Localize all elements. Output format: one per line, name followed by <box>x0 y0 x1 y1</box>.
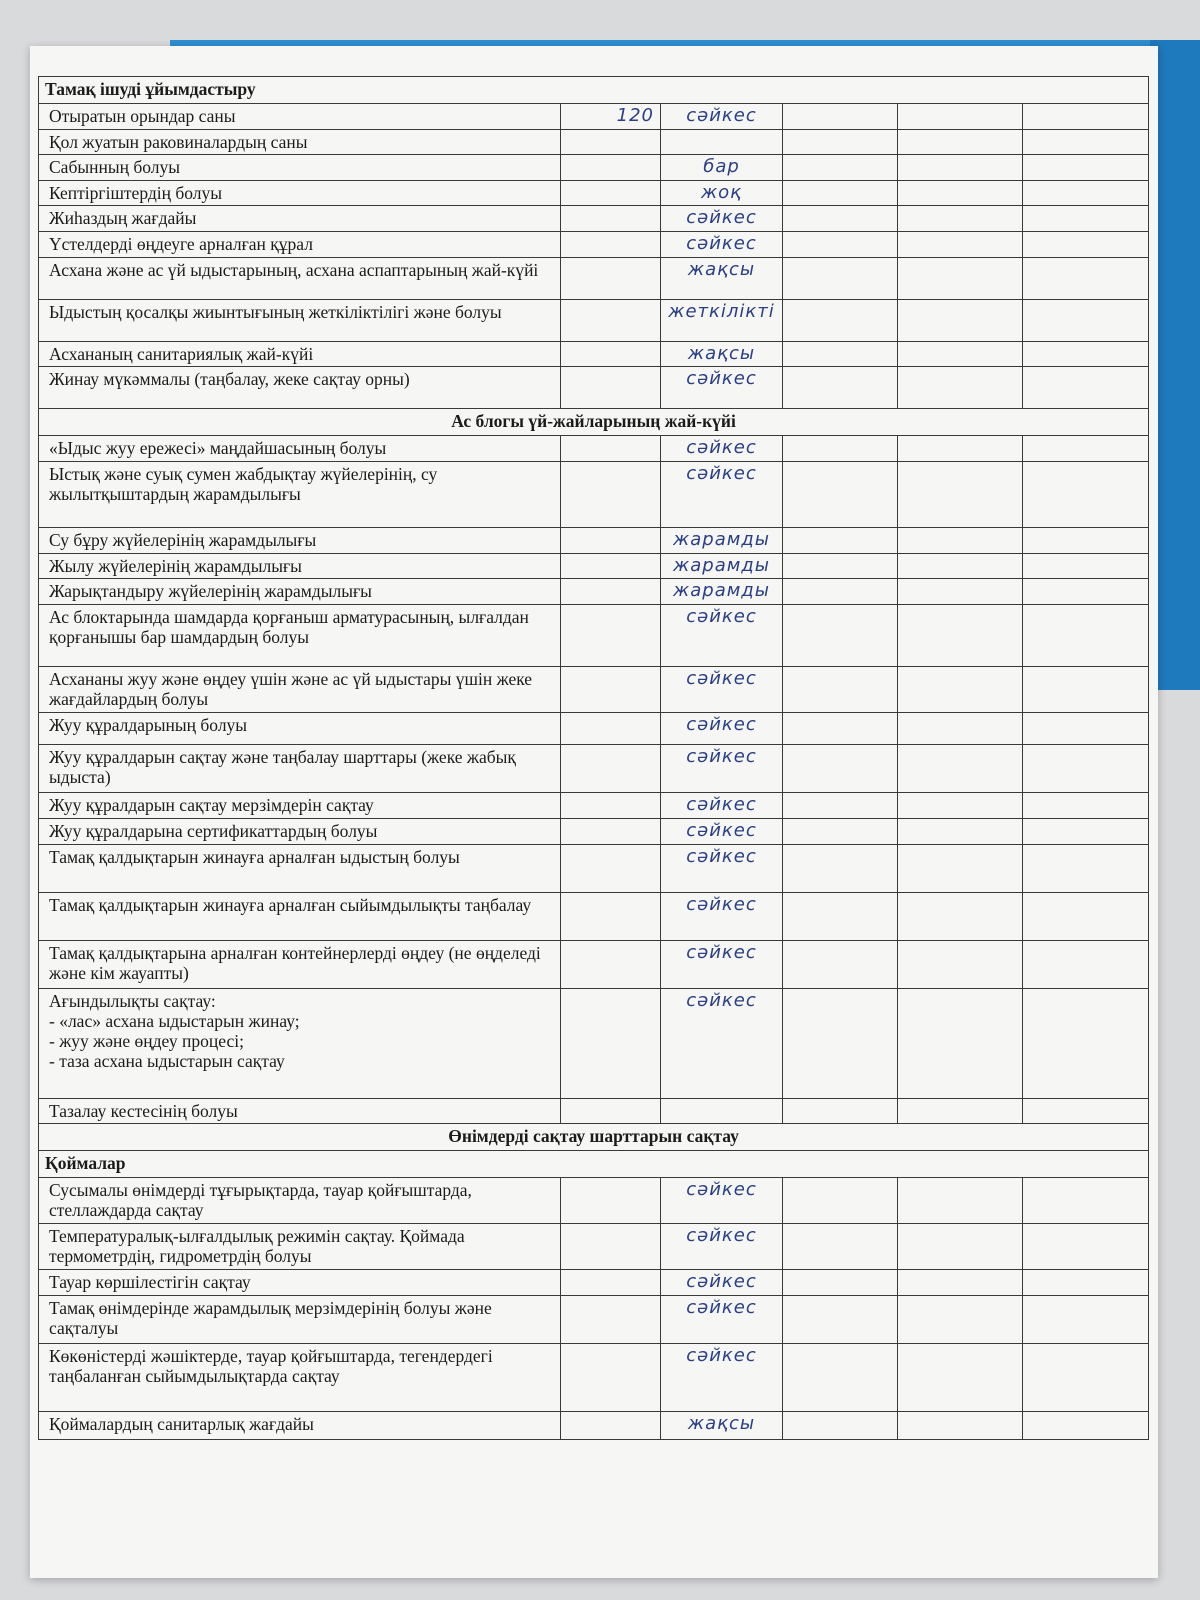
criterion-text: Жарықтандыру жүйелерінің жарамдылығы <box>39 579 561 605</box>
criterion-text: Жуу құралдарын сақтау мерзімдерін сақтау <box>39 793 561 819</box>
table-row <box>39 1295 1149 1343</box>
criterion-text: Отыратын орындар саны <box>39 104 561 130</box>
handwritten-answer: жарамды <box>661 553 783 579</box>
criterion-text: Ыдыстың қосалқы жиынтығының жеткіліктілігі және болуы <box>39 299 561 341</box>
count-cell <box>561 231 661 257</box>
handwritten-answer: сәйкес <box>661 844 783 892</box>
criterion-text: Тауар көршілестігін сақтау <box>39 1269 561 1295</box>
table-row <box>39 257 1149 299</box>
handwritten-answer: жақсы <box>661 257 783 299</box>
count-cell <box>561 988 661 1098</box>
empty-cell <box>1023 180 1149 206</box>
section-title: Тамақ ішуді ұйымдастыру <box>39 77 1149 104</box>
handwritten-answer: сәйкес <box>661 1269 783 1295</box>
table-row <box>39 1411 1149 1439</box>
empty-cell <box>1023 1411 1149 1439</box>
criterion-text: Сусымалы өнімдерді тұғырықтарда, тауар қойғыштарда, стеллаждарда сақтау <box>39 1177 561 1223</box>
section-row <box>39 1123 1149 1150</box>
empty-cell <box>783 1098 898 1123</box>
empty-cell <box>783 1177 898 1223</box>
handwritten-answer: бар <box>661 154 783 180</box>
criterion-text: Жуу құралдарына сертификаттардың болуы <box>39 819 561 845</box>
handwritten-answer: сәйкес <box>661 461 783 527</box>
criterion-text: Жуу құралдарын сақтау және таңбалау шарттары (жеке жабық ыдыста) <box>39 745 561 793</box>
table-row <box>39 206 1149 232</box>
criterion-text: Үстелдерді өңдеуге арналған құрал <box>39 231 561 257</box>
empty-cell <box>898 154 1023 180</box>
handwritten-answer: сәйкес <box>661 104 783 130</box>
count-cell <box>561 367 661 409</box>
empty-cell <box>1023 605 1149 667</box>
count-cell <box>561 793 661 819</box>
empty-cell <box>1023 231 1149 257</box>
handwritten-answer: жарамды <box>661 527 783 553</box>
empty-cell <box>898 299 1023 341</box>
empty-cell <box>783 553 898 579</box>
empty-cell <box>898 1295 1023 1343</box>
empty-cell <box>898 206 1023 232</box>
table-row <box>39 844 1149 892</box>
count-cell <box>561 257 661 299</box>
empty-cell <box>783 819 898 845</box>
handwritten-answer: сәйкес <box>661 745 783 793</box>
handwritten-answer: жарамды <box>661 579 783 605</box>
table-row <box>39 104 1149 130</box>
table-row <box>39 940 1149 988</box>
empty-cell <box>783 461 898 527</box>
empty-cell <box>898 553 1023 579</box>
section-row <box>39 1150 1149 1177</box>
empty-cell <box>783 206 898 232</box>
empty-cell <box>783 988 898 1098</box>
handwritten-answer: сәйкес <box>661 1223 783 1269</box>
empty-cell <box>1023 299 1149 341</box>
inspection-table <box>38 76 1149 1440</box>
table-row <box>39 1269 1149 1295</box>
empty-cell <box>783 1269 898 1295</box>
empty-cell <box>898 180 1023 206</box>
empty-cell <box>1023 988 1149 1098</box>
table-row <box>39 988 1149 1098</box>
empty-cell <box>898 129 1023 154</box>
count-cell <box>561 154 661 180</box>
empty-cell <box>898 231 1023 257</box>
count-cell <box>561 553 661 579</box>
empty-cell <box>1023 129 1149 154</box>
empty-cell <box>783 180 898 206</box>
empty-cell <box>1023 793 1149 819</box>
empty-cell <box>783 129 898 154</box>
empty-cell <box>898 257 1023 299</box>
count-cell <box>561 844 661 892</box>
table-row <box>39 341 1149 367</box>
count-cell <box>561 667 661 713</box>
handwritten-answer: жеткілікті <box>661 299 783 341</box>
handwritten-answer: сәйкес <box>661 605 783 667</box>
empty-cell <box>1023 154 1149 180</box>
empty-cell <box>783 104 898 130</box>
empty-cell <box>1023 436 1149 462</box>
handwritten-answer: жақсы <box>661 1411 783 1439</box>
count-cell <box>561 745 661 793</box>
section-row <box>39 77 1149 104</box>
empty-cell <box>783 1411 898 1439</box>
empty-cell <box>1023 206 1149 232</box>
table-row <box>39 605 1149 667</box>
table-row <box>39 819 1149 845</box>
empty-cell <box>898 713 1023 745</box>
section-title: Ас блогы үй-жайларының жай-күйі <box>39 409 1149 436</box>
table-row <box>39 436 1149 462</box>
criterion-text: Тазалау кестесінің болуы <box>39 1098 561 1123</box>
empty-cell <box>898 988 1023 1098</box>
count-cell <box>561 527 661 553</box>
table-row <box>39 579 1149 605</box>
criterion-text: Тамақ өнімдерінде жарамдылық мерзімдерінің болуы және сақталуы <box>39 1295 561 1343</box>
criterion-text: Асхананы жуу және өңдеу үшін және ас үй ыдыстары үшін жеке жағдайлардың болуы <box>39 667 561 713</box>
empty-cell <box>1023 367 1149 409</box>
empty-cell <box>783 1295 898 1343</box>
handwritten-answer: сәйкес <box>661 940 783 988</box>
empty-cell <box>898 367 1023 409</box>
handwritten-answer: сәйкес <box>661 892 783 940</box>
empty-cell <box>1023 553 1149 579</box>
empty-cell <box>783 527 898 553</box>
handwritten-answer: жоқ <box>661 180 783 206</box>
empty-cell <box>783 605 898 667</box>
table-row <box>39 667 1149 713</box>
count-cell <box>561 341 661 367</box>
criterion-text: Қоймалардың санитарлық жағдайы <box>39 1411 561 1439</box>
table-row <box>39 129 1149 154</box>
empty-cell <box>898 1177 1023 1223</box>
count-cell: 120 <box>561 104 661 130</box>
handwritten-answer: сәйкес <box>661 206 783 232</box>
empty-cell <box>1023 104 1149 130</box>
handwritten-answer: сәйкес <box>661 1295 783 1343</box>
section-row <box>39 409 1149 436</box>
table-row <box>39 553 1149 579</box>
empty-cell <box>1023 1295 1149 1343</box>
criterion-text: Ас блоктарында шамдарда қорғаныш арматурасының, ылғалдан қорғанышы бар шамдардың болуы <box>39 605 561 667</box>
handwritten-answer: жақсы <box>661 341 783 367</box>
empty-cell <box>1023 844 1149 892</box>
empty-cell <box>1023 527 1149 553</box>
handwritten-answer: сәйкес <box>661 819 783 845</box>
empty-cell <box>898 844 1023 892</box>
empty-cell <box>783 257 898 299</box>
empty-cell <box>783 579 898 605</box>
criterion-text: Асхана және ас үй ыдыстарының, асхана аспаптарының жай-күйі <box>39 257 561 299</box>
empty-cell <box>898 819 1023 845</box>
table-row <box>39 461 1149 527</box>
count-cell <box>561 1177 661 1223</box>
table-row <box>39 892 1149 940</box>
count-cell <box>561 1343 661 1411</box>
criterion-text: Жуу құралдарының болуы <box>39 713 561 745</box>
table-row <box>39 713 1149 745</box>
handwritten-answer: сәйкес <box>661 793 783 819</box>
handwritten-answer: сәйкес <box>661 367 783 409</box>
count-cell <box>561 940 661 988</box>
handwritten-answer: сәйкес <box>661 436 783 462</box>
count-cell <box>561 579 661 605</box>
criterion-text: Жылу жүйелерінің жарамдылығы <box>39 553 561 579</box>
empty-cell <box>783 667 898 713</box>
count-cell <box>561 436 661 462</box>
handwritten-answer: сәйкес <box>661 231 783 257</box>
empty-cell <box>1023 1269 1149 1295</box>
table-row <box>39 367 1149 409</box>
empty-cell <box>1023 892 1149 940</box>
empty-cell <box>783 844 898 892</box>
criterion-text: Сабынның болуы <box>39 154 561 180</box>
empty-cell <box>898 892 1023 940</box>
empty-cell <box>898 940 1023 988</box>
handwritten-answer: сәйкес <box>661 667 783 713</box>
empty-cell <box>1023 1098 1149 1123</box>
table-row <box>39 1343 1149 1411</box>
empty-cell <box>898 667 1023 713</box>
empty-cell <box>1023 745 1149 793</box>
empty-cell <box>898 341 1023 367</box>
empty-cell <box>898 461 1023 527</box>
empty-cell <box>898 745 1023 793</box>
count-cell <box>561 1269 661 1295</box>
empty-cell <box>783 341 898 367</box>
empty-cell <box>783 1223 898 1269</box>
empty-cell <box>783 793 898 819</box>
criterion-text: Ыстық және суық сумен жабдықтау жүйелерінің, су жылытқыштардың жарамдылығы <box>39 461 561 527</box>
criterion-text: Ағындылықты сақтау: - «лас» асхана ыдыстарын жинау; - жуу және өңдеу процесі; - таза асхана ыдыстарын сақтау <box>39 988 561 1098</box>
criterion-text: Қол жуатын раковиналардың саны <box>39 129 561 154</box>
count-cell <box>561 892 661 940</box>
empty-cell <box>1023 713 1149 745</box>
empty-cell <box>898 1098 1023 1123</box>
empty-cell <box>1023 1343 1149 1411</box>
empty-cell <box>783 892 898 940</box>
empty-cell <box>1023 819 1149 845</box>
empty-cell <box>1023 579 1149 605</box>
empty-cell <box>1023 341 1149 367</box>
handwritten-answer <box>661 129 783 154</box>
criterion-text: Тамақ қалдықтарын жинауға арналған ыдыстың болуы <box>39 844 561 892</box>
count-cell <box>561 299 661 341</box>
count-cell <box>561 1098 661 1123</box>
criterion-text: Көкөністерді жәшіктерде, тауар қойғыштарда, тегендердегі таңбаланған сыйымдылықтарда сақтау <box>39 1343 561 1411</box>
criterion-text: Температуралық-ылғалдылық режимін сақтау. Қоймада термометрдің, гидрометрдің болуы <box>39 1223 561 1269</box>
criterion-text: Су бұру жүйелерінің жарамдылығы <box>39 527 561 553</box>
empty-cell <box>1023 667 1149 713</box>
table-row <box>39 1223 1149 1269</box>
criterion-text: Жинау мүкәммалы (таңбалау, жеке сақтау орны) <box>39 367 561 409</box>
count-cell <box>561 206 661 232</box>
empty-cell <box>1023 1177 1149 1223</box>
empty-cell <box>783 745 898 793</box>
empty-cell <box>783 231 898 257</box>
table-row <box>39 1177 1149 1223</box>
count-cell <box>561 180 661 206</box>
empty-cell <box>898 1223 1023 1269</box>
count-cell <box>561 129 661 154</box>
table-row <box>39 299 1149 341</box>
empty-cell <box>783 436 898 462</box>
empty-cell <box>898 579 1023 605</box>
empty-cell <box>1023 940 1149 988</box>
criterion-text: Кептіргіштердің болуы <box>39 180 561 206</box>
empty-cell <box>898 1269 1023 1295</box>
empty-cell <box>783 154 898 180</box>
empty-cell <box>783 299 898 341</box>
empty-cell <box>1023 257 1149 299</box>
table-row <box>39 180 1149 206</box>
handwritten-answer: сәйкес <box>661 713 783 745</box>
criterion-text: Асхананың санитариялық жай-күйі <box>39 341 561 367</box>
handwritten-answer: сәйкес <box>661 988 783 1098</box>
count-cell <box>561 605 661 667</box>
empty-cell <box>898 527 1023 553</box>
table-row <box>39 231 1149 257</box>
empty-cell <box>898 605 1023 667</box>
count-cell <box>561 1295 661 1343</box>
document-sheet <box>30 46 1158 1578</box>
criterion-text: Жиһаздың жағдайы <box>39 206 561 232</box>
empty-cell <box>898 793 1023 819</box>
criterion-text: Тамақ қалдықтарына арналған контейнерлерді өңдеу (не өңделеді және кім жауапты) <box>39 940 561 988</box>
table-row <box>39 527 1149 553</box>
handwritten-answer <box>661 1098 783 1123</box>
table-row <box>39 793 1149 819</box>
count-cell <box>561 1411 661 1439</box>
count-cell <box>561 819 661 845</box>
empty-cell <box>783 940 898 988</box>
empty-cell <box>898 436 1023 462</box>
empty-cell <box>898 1411 1023 1439</box>
empty-cell <box>898 104 1023 130</box>
empty-cell <box>783 713 898 745</box>
empty-cell <box>1023 1223 1149 1269</box>
empty-cell <box>783 1343 898 1411</box>
section-title: Өнімдерді сақтау шарттарын сақтау <box>39 1123 1149 1150</box>
section-title: Қоймалар <box>39 1150 1149 1177</box>
count-cell <box>561 1223 661 1269</box>
handwritten-answer: сәйкес <box>661 1343 783 1411</box>
table-row <box>39 745 1149 793</box>
count-cell <box>561 713 661 745</box>
handwritten-answer: сәйкес <box>661 1177 783 1223</box>
count-cell <box>561 461 661 527</box>
table-row <box>39 1098 1149 1123</box>
empty-cell <box>783 367 898 409</box>
criterion-text: «Ыдыс жуу ережесі» маңдайшасының болуы <box>39 436 561 462</box>
criterion-text: Тамақ қалдықтарын жинауға арналған сыйымдылықты таңбалау <box>39 892 561 940</box>
empty-cell <box>898 1343 1023 1411</box>
table-row <box>39 154 1149 180</box>
empty-cell <box>1023 461 1149 527</box>
